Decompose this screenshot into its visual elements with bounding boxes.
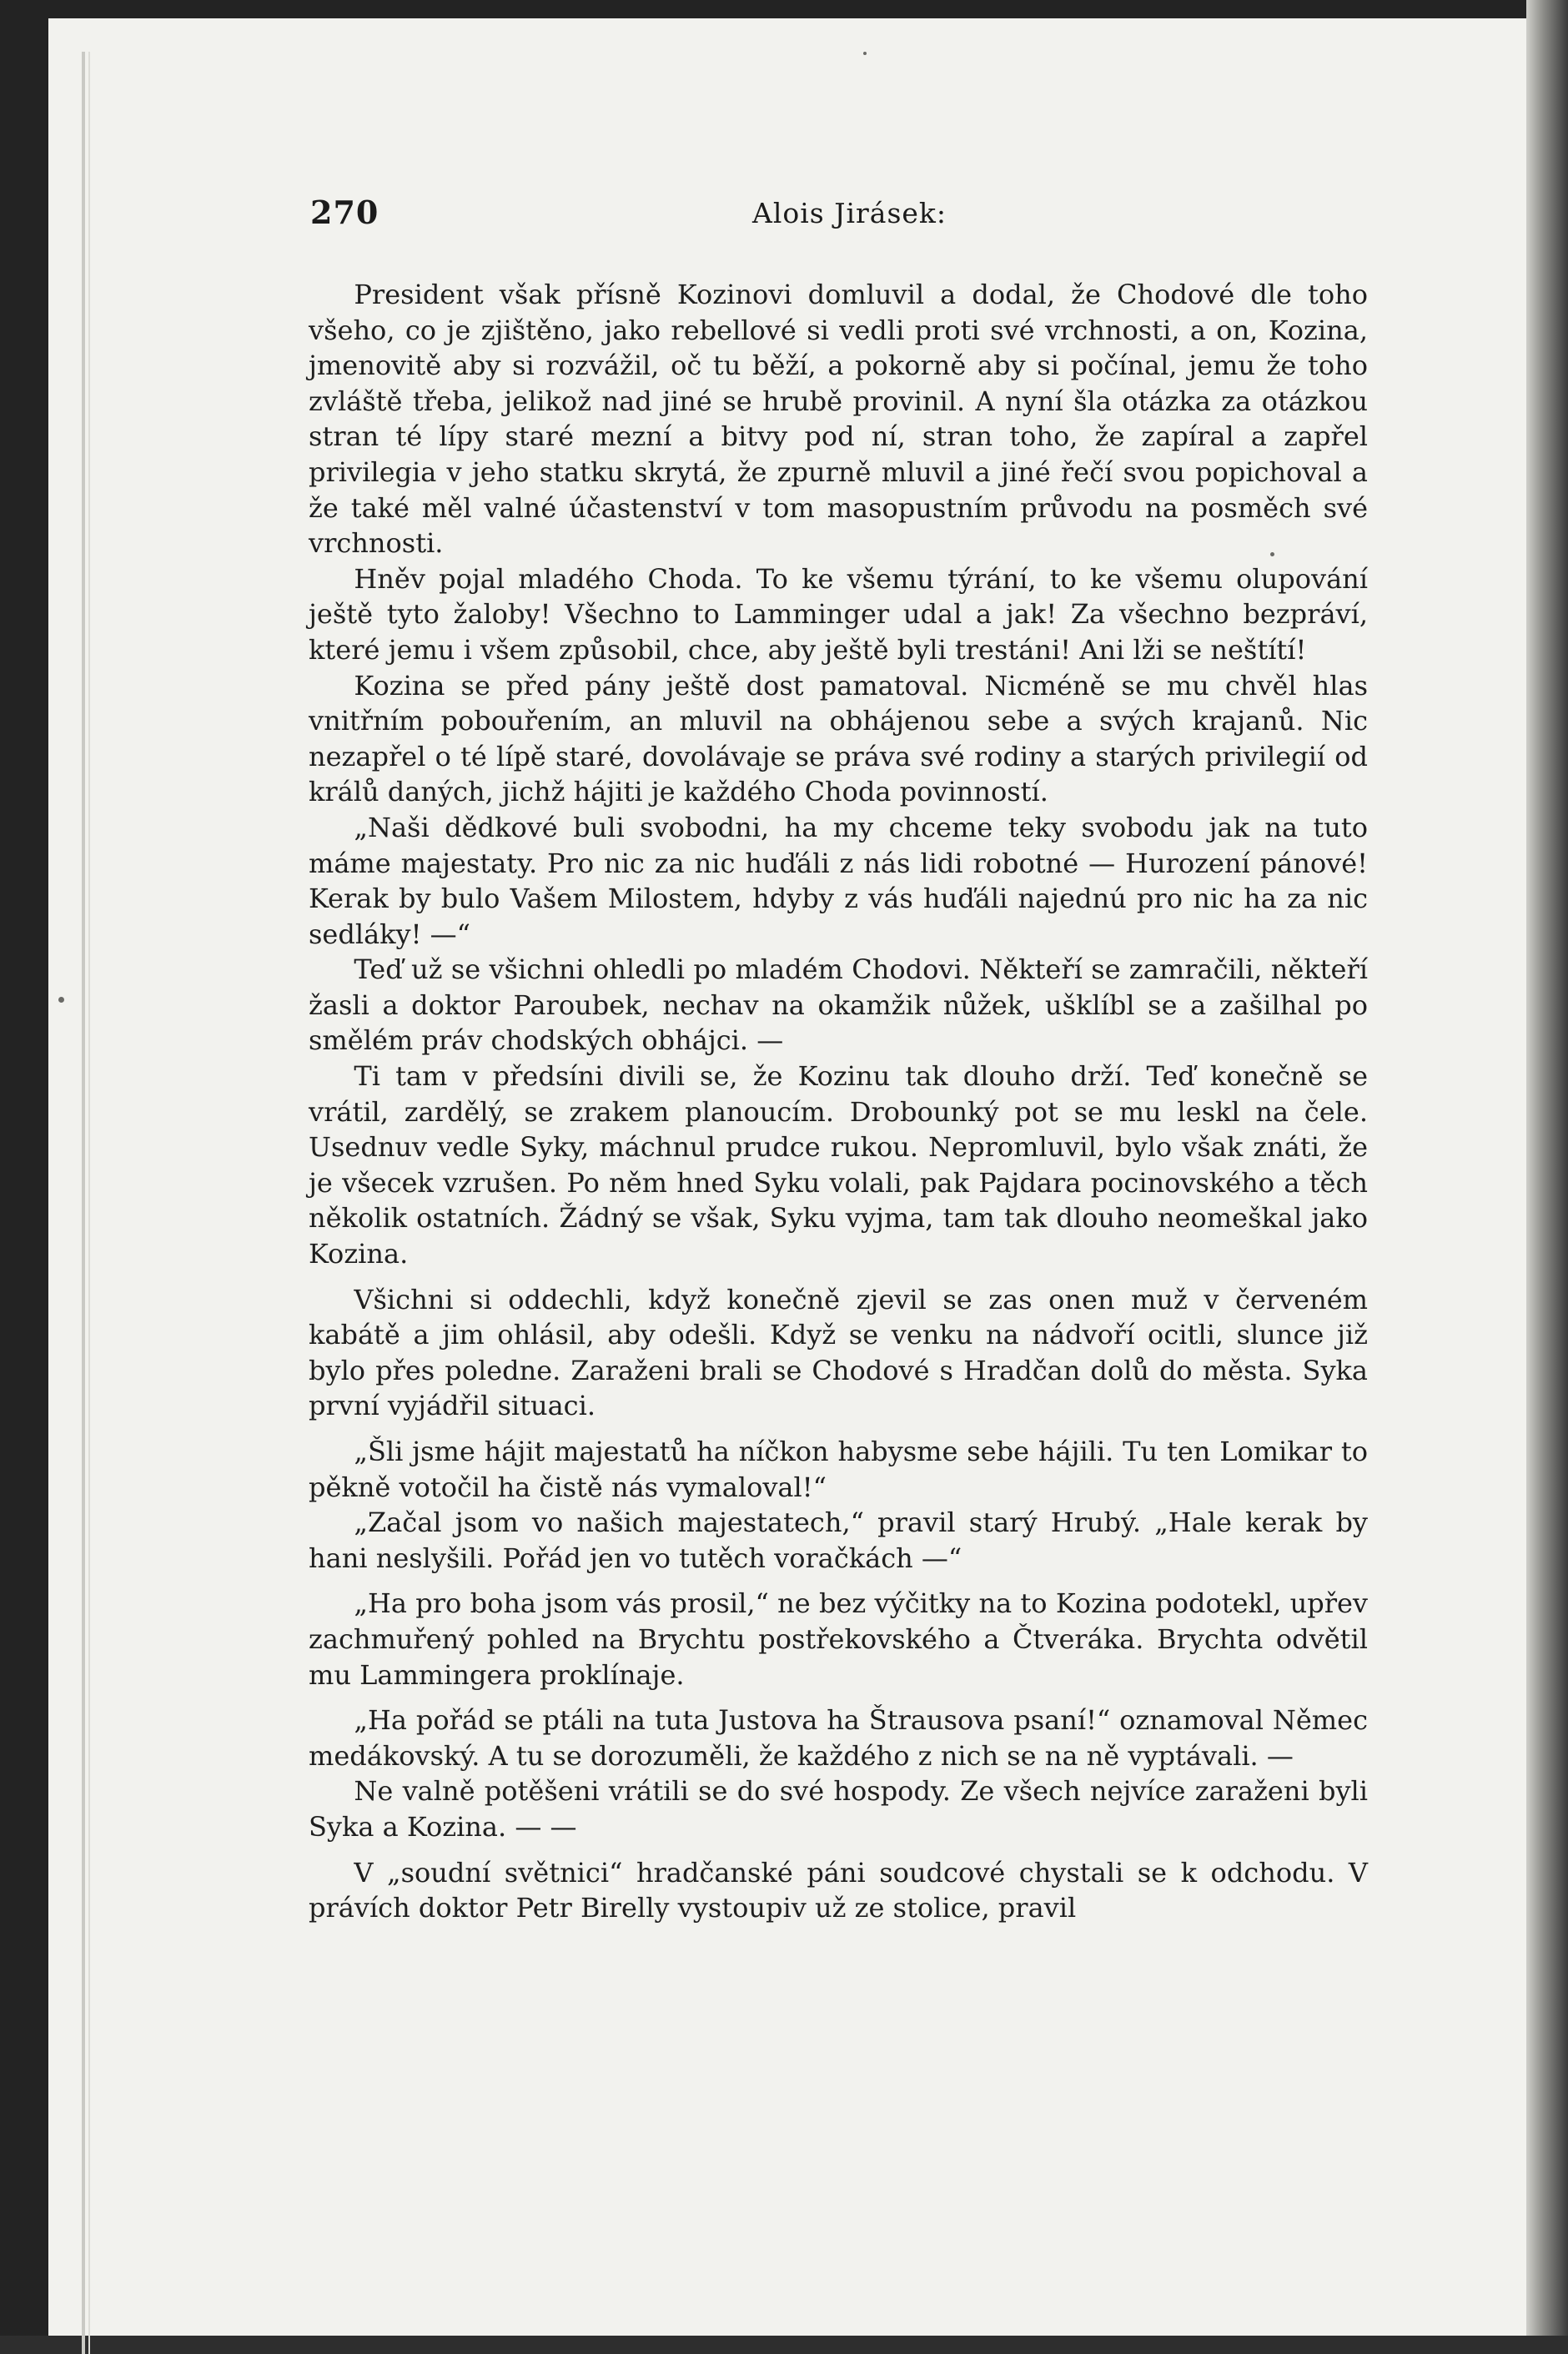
scan-speck: [863, 52, 867, 55]
paragraph: „Ha pro boha jsom vás prosil,“ ne bez výčitky na to Kozina podotekl, upřev zachmuřený pohled na Brychtu postřekovského a Čtveráka. Brychta odvětil mu Lammingera proklínaje.: [309, 1587, 1368, 1691]
page-header: [310, 194, 1369, 244]
paragraph: Teď už se všichni ohledli po mladém Chodovi. Někteří se zamračili, někteří žasli a doktor Paroubek, nechav na okamžik nůžek, ušklíbl se a zašilhal po smělém práv chodských obhájci. —: [309, 953, 1368, 1057]
paragraph: „Naši dědkové buli svobodni, ha my chceme teky svobodu jak na tuto máme majestaty. Pro nic za nic huďáli z nás lidi robotné — Hurození pánové! Kerak by bulo Vašem Milostem, hdyby z vás huďáli najednú pro nic ha za nic sedláky! —“: [309, 811, 1368, 950]
scan-speck: [1270, 552, 1274, 556]
page-edge-shadow: [1526, 0, 1568, 2336]
page-gutter-line: [82, 52, 85, 2354]
running-head: Alois Jirásek:: [752, 197, 947, 229]
paragraph: Ne valně potěšeni vrátili se do své hospody. Ze všech nejvíce zaraženi byli Syka a Kozina. — —: [309, 1775, 1368, 1843]
page-body: [309, 277, 1368, 1926]
paragraph: Ti tam v předsíni divili se, že Kozinu tak dlouho drží. Teď konečně se vrátil, zardělý, se zrakem planoucím. Drobounký pot se mu leskl na čele. Usednuv vedle Syky, máchnul prudce rukou. Nepromluvil, bylo však znáti, že je všecek vzrušen. Po něm hned Syku volali, pak Pajdara pocinovského a těch několik ostatních. Žádný se však, Syku vyjma, tam tak dlouho neomeškal jako Kozina.: [309, 1060, 1368, 1270]
paragraph: V „soudní světnici“ hradčanské páni soudcové chystali se k odchodu. V právích doktor Petr Birelly vystoupiv už ze stolice, pravil: [309, 1856, 1368, 1924]
paragraph: „Začal jsom vo našich majestatech,“ pravil starý Hrubý. „Hale kerak by hani neslyšili. Pořád jen vo tutěch voračkách —“: [309, 1506, 1368, 1574]
paragraph: Všichni si oddechli, když konečně zjevil se zas onen muž v červeném kabátě a jim ohlásil, aby odešli. Když se venku na nádvoří ocitli, slunce již bylo přes poledne. Zaraženi brali se Chodové s Hradčan dolů do města. Syka první vyjádřil situaci.: [309, 1283, 1368, 1422]
scan-speck: [58, 997, 64, 1003]
paragraph: „Ha pořád se ptáli na tuta Justova ha Štrausova psaní!“ oznamoval Němec medákovský. A tu se dorozuměli, že každého z nich se na ně vyptávali. —: [309, 1704, 1368, 1772]
paragraph: Hněv pojal mladého Choda. To ke všemu týrání, to ke všemu olupování ještě tyto žaloby! Všechno to Lamminger udal a jak! Za všechno bezpráví, které jemu i všem způsobil, chce, aby ještě byli trestáni! Ani lži se neštítí!: [309, 562, 1368, 666]
page-number: 270: [310, 194, 379, 231]
paragraph: President však přísně Kozinovi domluvil a dodal, že Chodové dle toho všeho, co je zjištěno, jako rebellové si vedli proti své vrchnosti, a on, Kozina, jmenovitě aby si rozvážil, oč tu běží, a pokorně aby si počínal, jemu že toho zvláště třeba, jelikož nad jiné se hrubě provinil. A nyní šla otázka za otázkou stran té lípy staré mezní a bitvy pod ní, stran toho, že zapíral a zapřel privilegia v jeho statku skrytá, že zpurně mluvil a jiné řečí svou popichoval a že také měl valné účastenství v tom masopustním průvodu na posměch své vrchnosti.: [309, 279, 1368, 560]
paragraph: „Šli jsme hájit majestatů ha níčkon habysme sebe hájili. Tu ten Lomikar to pěkně votočil ha čistě nás vymaloval!“: [309, 1436, 1368, 1503]
paragraph: Kozina se před pány ještě dost pamatoval. Nicméně se mu chvěl hlas vnitřním pobouřením, an mluvil na obhájenou sebe a svých krajanů. Nic nezapřel o té lípě staré, dovolávaje se práva své rodiny a starých privilegií od králů daných, jichž hájiti je každého Choda povinností.: [309, 669, 1368, 808]
page-gutter-line-inner: [88, 52, 90, 2354]
